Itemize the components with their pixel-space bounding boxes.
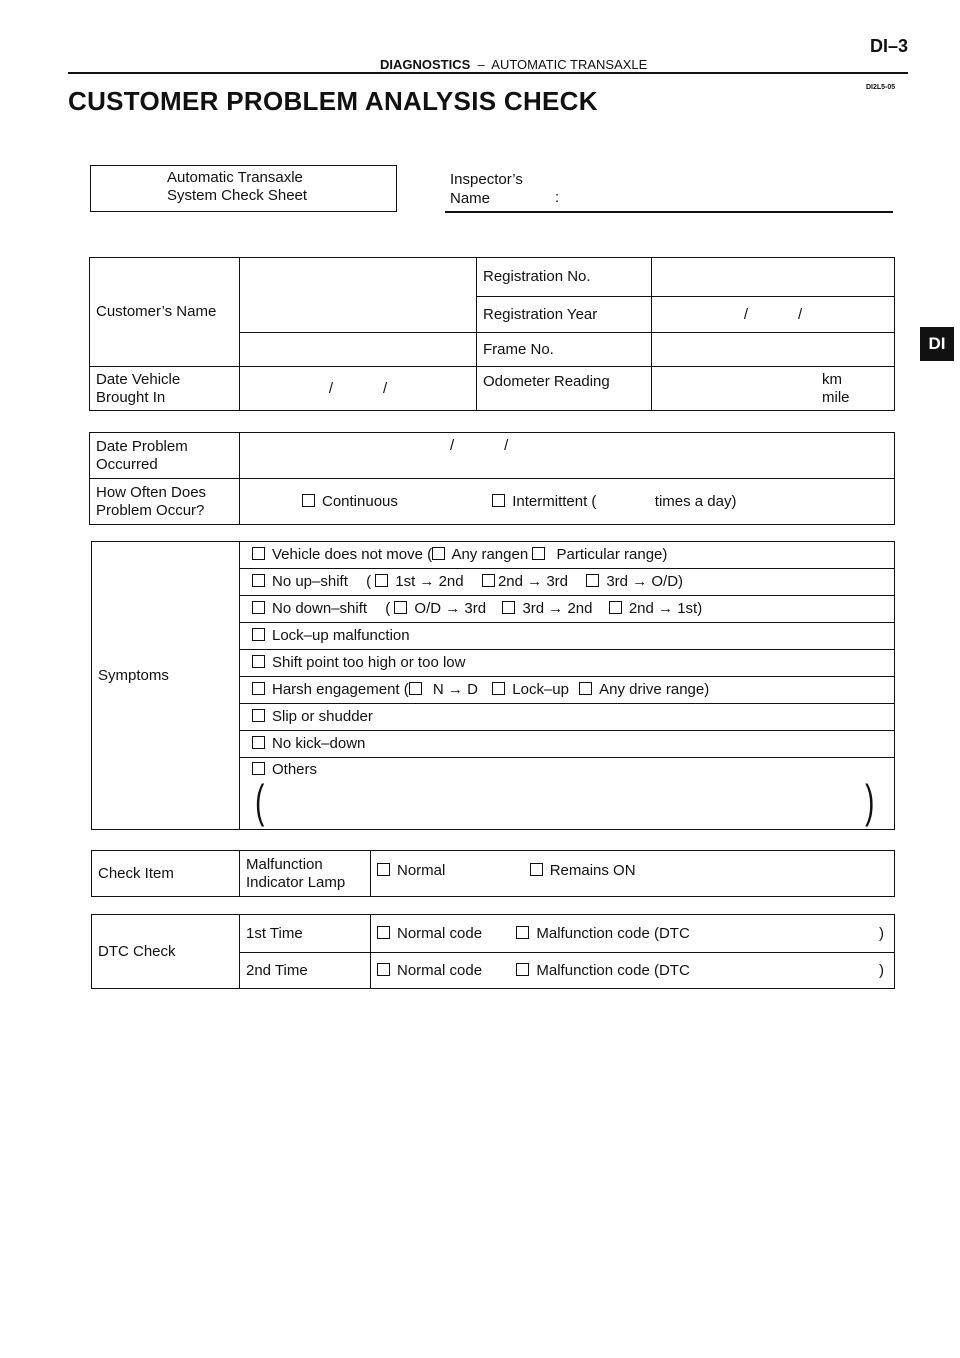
dtc-first-label: 1st Time: [240, 915, 371, 953]
others-open-paren: (: [255, 775, 265, 827]
harsh-lockup-checkbox[interactable]: [492, 682, 505, 695]
symptom-row-4: [240, 623, 895, 650]
dtc-second-field: [371, 953, 895, 989]
downshift-2-1-label: 2nd → 1st): [628, 600, 703, 617]
odometer-field[interactable]: [652, 367, 895, 411]
dtc-first-malfunction-label: Malfunction code (DTC: [536, 924, 690, 942]
downshift-od-3-label: O/D → 3rd: [414, 600, 487, 617]
no-upshift-label: No up–shift: [272, 573, 348, 590]
dtc-second-malfunction-checkbox[interactable]: [516, 963, 529, 976]
date-problem-field[interactable]: / /: [240, 433, 895, 479]
date-problem-label: [90, 433, 240, 479]
upshift-3-od-label: 3rd → O/D): [606, 573, 684, 590]
slip-shudder-checkbox[interactable]: [252, 709, 265, 722]
problem-occurrence-table: [89, 432, 895, 525]
intermittent-checkbox[interactable]: [492, 494, 505, 507]
odometer-label: Odometer Reading: [477, 367, 652, 411]
dtc-second-normal-label: Normal code: [397, 961, 483, 979]
dtc-check-label: DTC Check: [92, 915, 240, 989]
particular-range-label: Particular range): [556, 546, 668, 563]
registration-no-field[interactable]: [652, 258, 895, 297]
symptom-row-2: [240, 569, 895, 596]
vehicle-info-table: [89, 257, 895, 411]
symptom-row-1: [240, 542, 895, 569]
page-number: DI–3: [870, 36, 909, 56]
others-checkbox[interactable]: [252, 762, 265, 775]
no-move-checkbox[interactable]: [252, 547, 265, 560]
unit-mile: mile: [822, 388, 850, 406]
downshift-3-2-checkbox[interactable]: [502, 601, 515, 614]
frame-no-field[interactable]: [652, 333, 895, 367]
symptom-row-3: [240, 596, 895, 623]
symptom-row-7: [240, 704, 895, 731]
frequency-label-line2: Problem Occur?: [96, 501, 205, 519]
section-tab[interactable]: DI: [920, 327, 954, 361]
mil-remains-on-label: Remains ON: [549, 861, 636, 879]
header-dash: –: [477, 57, 485, 72]
dtc-first-close-paren: ): [879, 925, 884, 942]
downshift-3-2-label: 3rd → 2nd: [522, 600, 593, 617]
downshift-od-3-checkbox[interactable]: [394, 601, 407, 614]
check-item-label: Check Item: [92, 851, 240, 897]
upshift-3-od-checkbox[interactable]: [586, 574, 599, 587]
lockup-malfunction-label: Lock–up malfunction: [272, 627, 410, 644]
dtc-second-close-paren: ): [879, 962, 884, 979]
symptom-row-9: [240, 758, 895, 830]
times-a-day-label: times a day): [654, 492, 737, 510]
no-downshift-open-paren: (: [385, 600, 391, 617]
customer-name-label: Customer’s Name: [90, 258, 240, 367]
document-id: DI2L5-05: [866, 84, 896, 91]
no-downshift-label: No down–shift: [272, 600, 368, 617]
mil-status-field: [371, 851, 895, 897]
no-upshift-open-paren: (: [366, 573, 372, 590]
mil-remains-on-checkbox[interactable]: [530, 863, 543, 876]
dtc-first-normal-checkbox[interactable]: [377, 926, 390, 939]
unit-km: km: [822, 370, 842, 388]
symptom-row-5: [240, 650, 895, 677]
harsh-lockup-label: Lock–up: [512, 681, 569, 698]
check-item-table: [91, 850, 895, 897]
dtc-first-field: [371, 915, 895, 953]
sheet-title-box: [90, 165, 397, 212]
no-upshift-checkbox[interactable]: [252, 574, 265, 587]
frequency-label: [90, 479, 240, 525]
dtc-second-normal-checkbox[interactable]: [377, 963, 390, 976]
dtc-second-label: 2nd Time: [240, 953, 371, 989]
upshift-2-3-checkbox[interactable]: [482, 574, 495, 587]
inspector-label-line1: Inspector’s: [450, 171, 523, 188]
sheet-title-line1: Automatic Transaxle: [167, 169, 303, 186]
mil-normal-checkbox[interactable]: [377, 863, 390, 876]
registration-year-field[interactable]: / /: [652, 297, 895, 333]
others-label: Others: [272, 761, 318, 778]
slip-shudder-label: Slip or shudder: [272, 708, 373, 725]
frequency-field: [240, 479, 895, 525]
header-rule: [68, 72, 908, 74]
harsh-engagement-label: Harsh engagement (: [272, 681, 409, 698]
shift-point-label: Shift point too high or too low: [272, 654, 466, 671]
date-brought-field[interactable]: / /: [240, 367, 477, 411]
others-close-paren: ): [865, 775, 875, 827]
no-downshift-checkbox[interactable]: [252, 601, 265, 614]
upshift-1-2-checkbox[interactable]: [375, 574, 388, 587]
no-kickdown-checkbox[interactable]: [252, 736, 265, 749]
date-problem-label-line1: Date Problem: [96, 437, 188, 455]
mil-label: [240, 851, 371, 897]
inspector-colon: :: [555, 189, 560, 206]
intermittent-label: Intermittent (: [512, 492, 597, 510]
no-kickdown-label: No kick–down: [272, 735, 366, 752]
harsh-engagement-checkbox[interactable]: [252, 682, 265, 695]
subsection-title: AUTOMATIC TRANSAXLE: [491, 57, 648, 72]
frequency-label-line1: How Often Does: [96, 483, 207, 501]
symptoms-label: Symptoms: [92, 542, 240, 830]
mil-label-line1: Malfunction: [246, 855, 323, 873]
dtc-first-normal-label: Normal code: [397, 924, 483, 942]
particular-range-checkbox[interactable]: [532, 547, 545, 560]
upshift-1-2-label: 1st → 2nd: [395, 573, 464, 590]
customer-name-field-2[interactable]: [240, 333, 477, 367]
upshift-2-3-label: 2nd → 3rd: [497, 573, 568, 590]
mil-normal-label: Normal: [397, 861, 446, 879]
continuous-label: Continuous: [322, 492, 398, 510]
downshift-2-1-checkbox[interactable]: [609, 601, 622, 614]
registration-year-label: Registration Year: [477, 297, 652, 333]
page-title: CUSTOMER PROBLEM ANALYSIS CHECK: [68, 86, 598, 116]
mil-label-line2: Indicator Lamp: [246, 873, 346, 891]
inspector-label: [450, 170, 523, 208]
dtc-second-malfunction-label: Malfunction code (DTC: [536, 961, 690, 979]
harsh-n-d-label: N → D: [432, 681, 478, 698]
continuous-checkbox[interactable]: [302, 494, 315, 507]
date-brought-label-line1: Date Vehicle: [96, 370, 181, 388]
dtc-first-malfunction-checkbox[interactable]: [516, 926, 529, 939]
any-range-checkbox[interactable]: [432, 547, 445, 560]
no-move-label: Vehicle does not move (: [272, 546, 433, 563]
inspector-name-field[interactable]: [445, 211, 893, 213]
symptom-row-8: [240, 731, 895, 758]
customer-name-field[interactable]: [240, 258, 477, 333]
harsh-n-d-checkbox[interactable]: [409, 682, 422, 695]
dtc-check-table: [91, 914, 895, 989]
section-title: DIAGNOSTICS: [380, 57, 471, 72]
sheet-title-line2: System Check Sheet: [167, 187, 308, 204]
date-brought-label-line2: Brought In: [96, 388, 166, 406]
date-brought-label: [90, 367, 240, 411]
lockup-malfunction-checkbox[interactable]: [252, 628, 265, 641]
running-header: [380, 57, 647, 72]
symptoms-table: [91, 541, 895, 830]
symptom-row-6: [240, 677, 895, 704]
registration-no-label: Registration No.: [477, 258, 652, 297]
any-range-label: Any rangen: [451, 546, 529, 563]
date-problem-label-line2: Occurred: [96, 455, 158, 473]
frame-no-label: Frame No.: [477, 333, 652, 367]
inspector-label-line2: Name: [450, 190, 491, 207]
harsh-any-range-label: Any drive range): [599, 681, 710, 698]
shift-point-checkbox[interactable]: [252, 655, 265, 668]
harsh-any-range-checkbox[interactable]: [579, 682, 592, 695]
